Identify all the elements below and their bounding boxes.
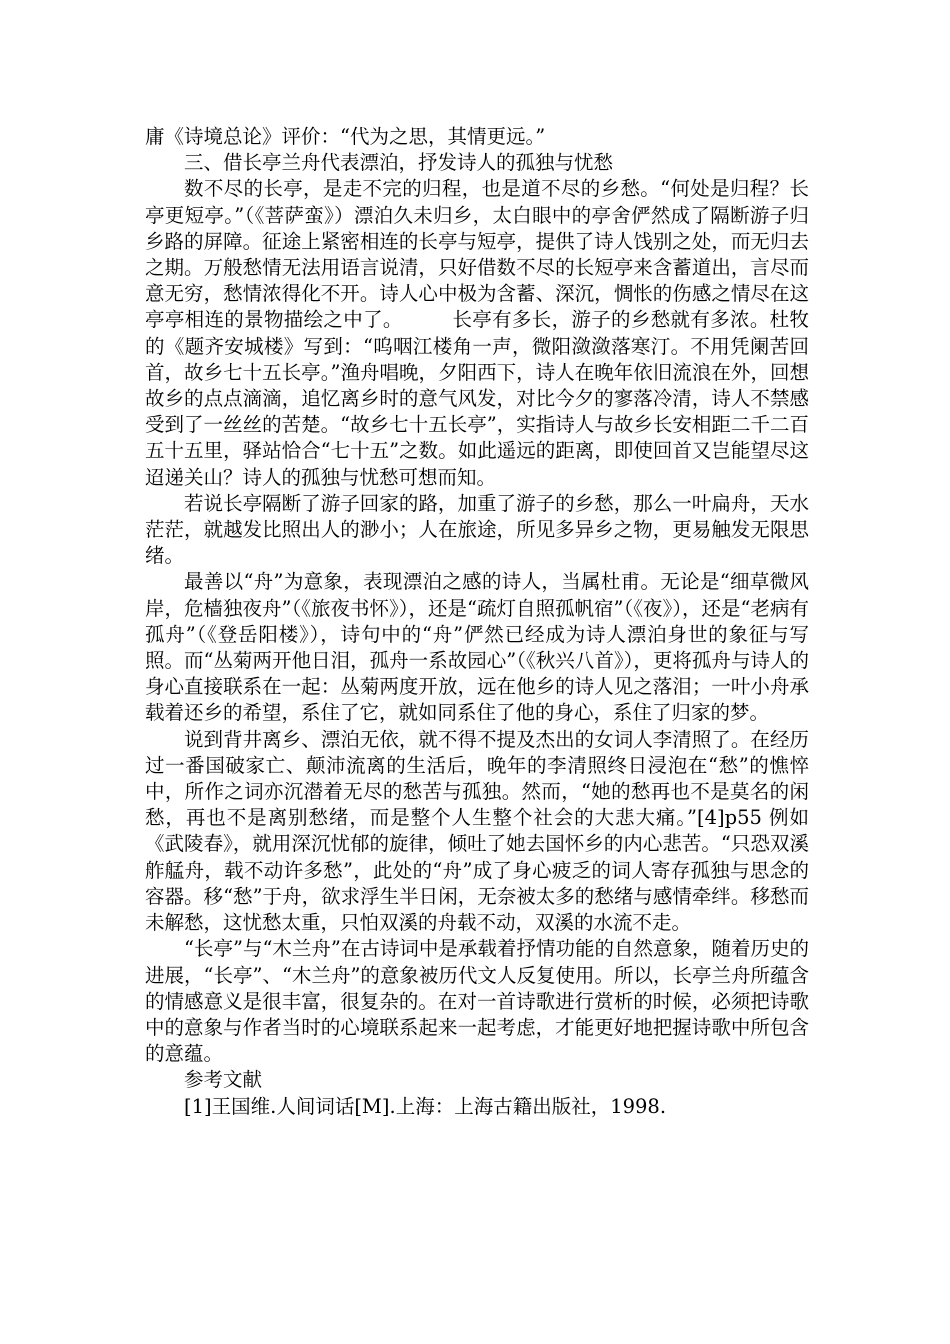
references-heading: 参考文献 [184, 1068, 263, 1092]
paragraph-continuation: 庸《诗境总论》评价：“代为之思，其情更远。” [145, 125, 546, 148]
paragraph-dufu: 最善以“舟”为意象，表现漂泊之感的诗人，当属杜甫。无论是“细草微风岸，危樯独夜舟”（《旅夜书怀》），还是“疏灯自照孤帆宿”（《夜》），还是“老病有孤舟”（《登岳阳楼》），诗句中的“舟”俨然已经成为诗人漂泊身世的象征与写照。而“丛菊两开他日泪，孤舟一系故园心”（《秋兴八首》），更将孤舟与诗人的身心直接联系在一起：丛菊两度开放，远在他乡的诗人见之落泪；一叶小舟承载着还乡的希望，系住了它，就如同系住了他的身心，系住了归家的梦。 [145, 570, 809, 725]
paragraph-changting: 数不尽的长亭，是走不完的归程，也是道不尽的乡愁。“何处是归程？长亭更短亭。”（《菩萨蛮》）漂泊久未归乡，太白眼中的亭舍俨然成了隔断游子归乡路的屏障。征途上紧密相连的长亭与短亭，提供了诗人饯别之处，而无归去之期。万般愁情无法用语言说清，只好借数不尽的长短亭来含蓄道出，言尽而意无穷，愁情浓得化不开。诗人心中极为含蓄、深沉，惆怅的伤感之情尽在这亭亭相连的景物描绘之中了。 长亭有多长，游子的乡愁就有多浓。杜牧的《题齐安城楼》写到：“呜咽江楼角一声，微阳潋潋落寒汀。不用凭阑苦回首，故乡七十五长亭。”渔舟唱晚，夕阳西下，诗人在晚年依旧流浪在外，回想故乡的点点滴滴，追忆离乡时的意气风发，对比今夕的寥落冷清，诗人不禁感受到了一丝丝的苦楚。“故乡七十五长亭”，实指诗人与故乡长安相距二千二百五十五里，驿站恰合“七十五”之数。如此遥远的距离，即使回首又岂能望尽这迢递关山？诗人的孤独与忧愁可想而知。 [145, 177, 809, 489]
reference-item: [1]王国维.人间词话[M].上海：上海古籍出版社，1998. [184, 1094, 667, 1118]
section-heading: 三、借长亭兰舟代表漂泊，抒发诗人的孤独与忧愁 [184, 151, 614, 175]
paragraph-liqingzhao: 说到背井离乡、漂泊无依，就不得不提及杰出的女词人李清照了。在经历过一番国破家亡、颠沛流离的生活后，晚年的李清照终日浸泡在“愁”的憔悴中，所作之词亦沉潜着无尽的愁苦与孤独。然而，“她的愁再也不是莫名的闲愁，再也不是离别愁绪，而是整个人生整个社会的大悲大痛。”[4]p55 例如《武陵春》，就用深沉忧郁的旋律，倾吐了她去国怀乡的内心悲苦。“只恐双溪舴艋舟，载不动许多愁”，此处的“舟”成了身心疲乏的词人寄存孤独与思念的容器。移“愁”于舟，欲求浮生半日闲，无奈被太多的愁绪与感情牵绊。移愁而未解愁，这忧愁太重，只怕双溪的舟载不动，双溪的水流不走。 [145, 727, 809, 935]
paragraph-conclusion: “长亭”与“木兰舟”在古诗词中是承载着抒情功能的自然意象，随着历史的进展，“长亭”、“木兰舟”的意象被历代文人反复使用。所以，长亭兰舟所蕴含的情感意义是很丰富，很复杂的。在对一首诗歌进行赏析的时候，必须把诗歌中的意象与作者当时的心境联系起来一起考虑，才能更好地把握诗歌中所包含的意蕴。 [145, 937, 809, 1066]
paragraph-bianzhou: 若说长亭隔断了游子回家的路，加重了游子的乡愁，那么一叶扁舟，天水茫茫，就越发比照出人的渺小；人在旅途，所见多异乡之物，更易触发无限思绪。 [145, 491, 809, 568]
document-page [145, 124, 809, 1120]
